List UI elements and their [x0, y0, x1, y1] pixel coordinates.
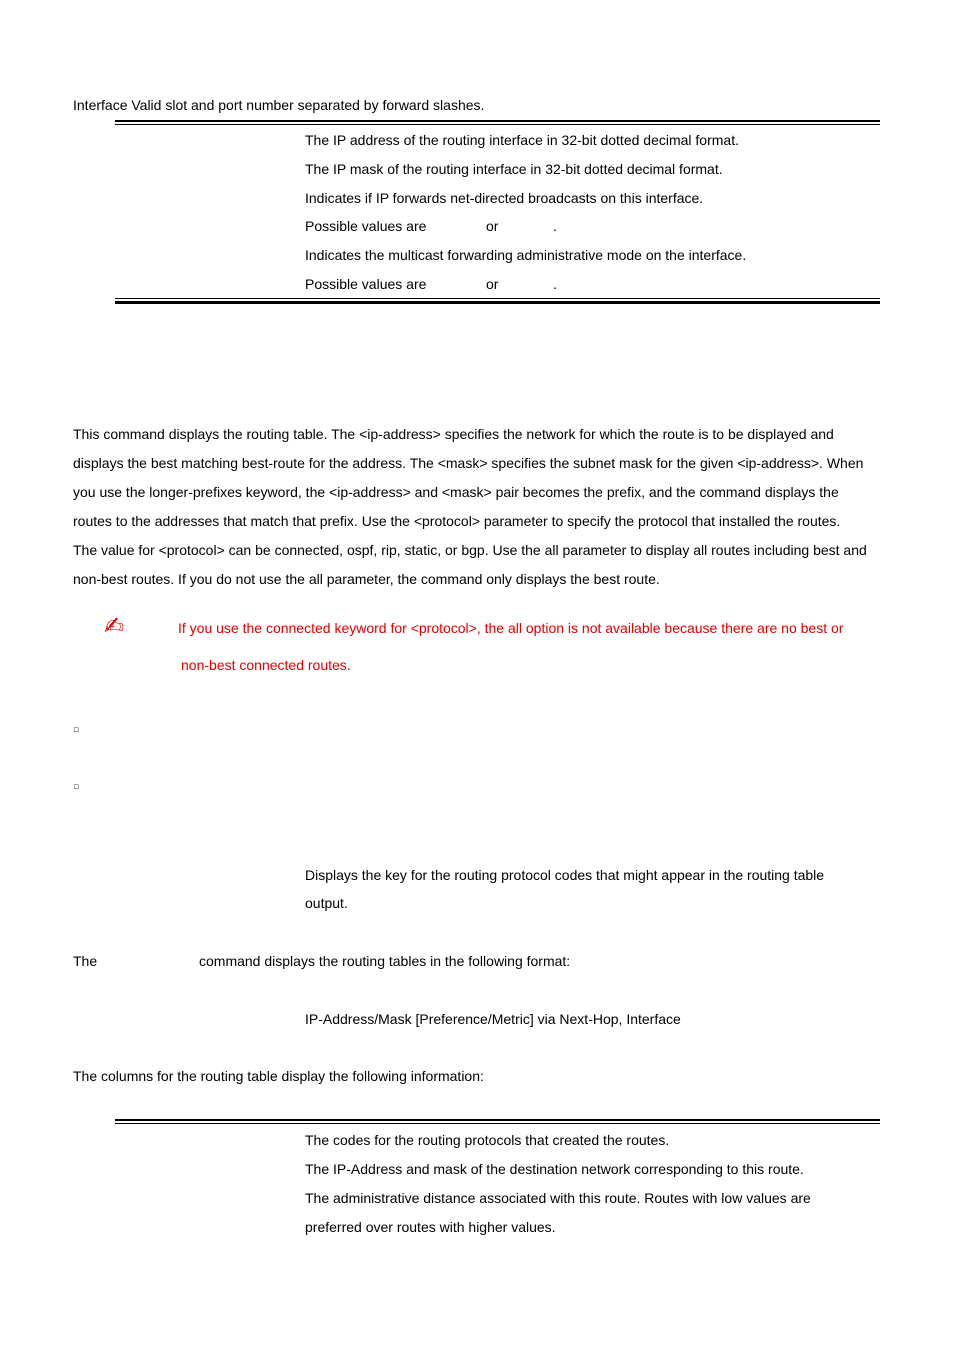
table-top-rule	[115, 120, 880, 122]
table-row: The IP-Address and mask of the destination network corresponding to this route.	[305, 1161, 804, 1177]
format-intro-suffix: command displays the routing tables in the following format:	[199, 953, 571, 969]
columns-intro: The columns for the routing table display the following information:	[73, 1068, 484, 1084]
possible-values-label: Possible values are	[305, 276, 427, 292]
route-format: IP-Address/Mask [Preference/Metric] via Next-Hop, Interface	[305, 1011, 681, 1027]
possible-values-period: .	[553, 276, 557, 292]
table-row: Indicates the multicast forwarding administrative mode on the interface.	[305, 247, 747, 263]
description-line: non-best routes. If you do not use the all parameter, the command only displays the best route.	[73, 571, 660, 587]
table-bottom-rule	[115, 301, 880, 304]
note-text: If you use the connected keyword for <protocol>, the all option is not available because there are no best or	[178, 620, 844, 636]
description-line: This command displays the routing table. The <ip-address> specifies the network for which the route is to be displayed and	[73, 426, 834, 442]
note-text-continued: non-best connected routes.	[181, 657, 351, 673]
description-line: you use the longer-prefixes keyword, the <ip-address> and <mask> pair becomes the prefix, and the command displays the	[73, 484, 839, 500]
table-row: The IP address of the routing interface in 32-bit dotted decimal format.	[305, 132, 739, 148]
possible-values-label: Possible values are	[305, 218, 427, 234]
table-row-continued: preferred over routes with higher values.	[305, 1219, 556, 1235]
bullet-icon: ▫	[73, 782, 80, 792]
table-bottom-rule-thin	[115, 298, 880, 299]
command-description	[73, 420, 888, 594]
table-top-rule-thin	[115, 124, 880, 125]
pencil-note-icon: ✍	[104, 612, 125, 640]
possible-values-or: or	[486, 218, 499, 234]
format-intro-prefix: The	[73, 953, 98, 969]
possible-values-period: .	[553, 218, 557, 234]
description-line: displays the best matching best-route for the address. The <mask> specifies the subnet mask for the given <ip-address>. When	[73, 455, 864, 471]
possible-values-or: or	[486, 276, 499, 292]
table-row: Indicates if IP forwards net-directed broadcasts on this interface.	[305, 190, 704, 206]
description-line: routes to the addresses that match that prefix. Use the <protocol> parameter to specify the protocol that installed the routes.	[73, 513, 841, 529]
table-row: The administrative distance associated with this route. Routes with low values are	[305, 1190, 811, 1206]
table-top-rule	[115, 1119, 880, 1121]
interface-description: Interface Valid slot and port number separated by forward slashes.	[73, 97, 485, 113]
table-row: The codes for the routing protocols that created the routes.	[305, 1132, 670, 1148]
table-top-rule-thin	[115, 1123, 880, 1124]
bullet-icon: ▫	[73, 725, 80, 735]
description-line: The value for <protocol> can be connected, ospf, rip, static, or bgp. Use the all parameter to display all routes including best and	[73, 542, 867, 558]
codes-description: Displays the key for the routing protocol codes that might appear in the routing table	[305, 867, 825, 883]
codes-description-continued: output.	[305, 895, 348, 911]
table-row: The IP mask of the routing interface in 32-bit dotted decimal format.	[305, 161, 723, 177]
